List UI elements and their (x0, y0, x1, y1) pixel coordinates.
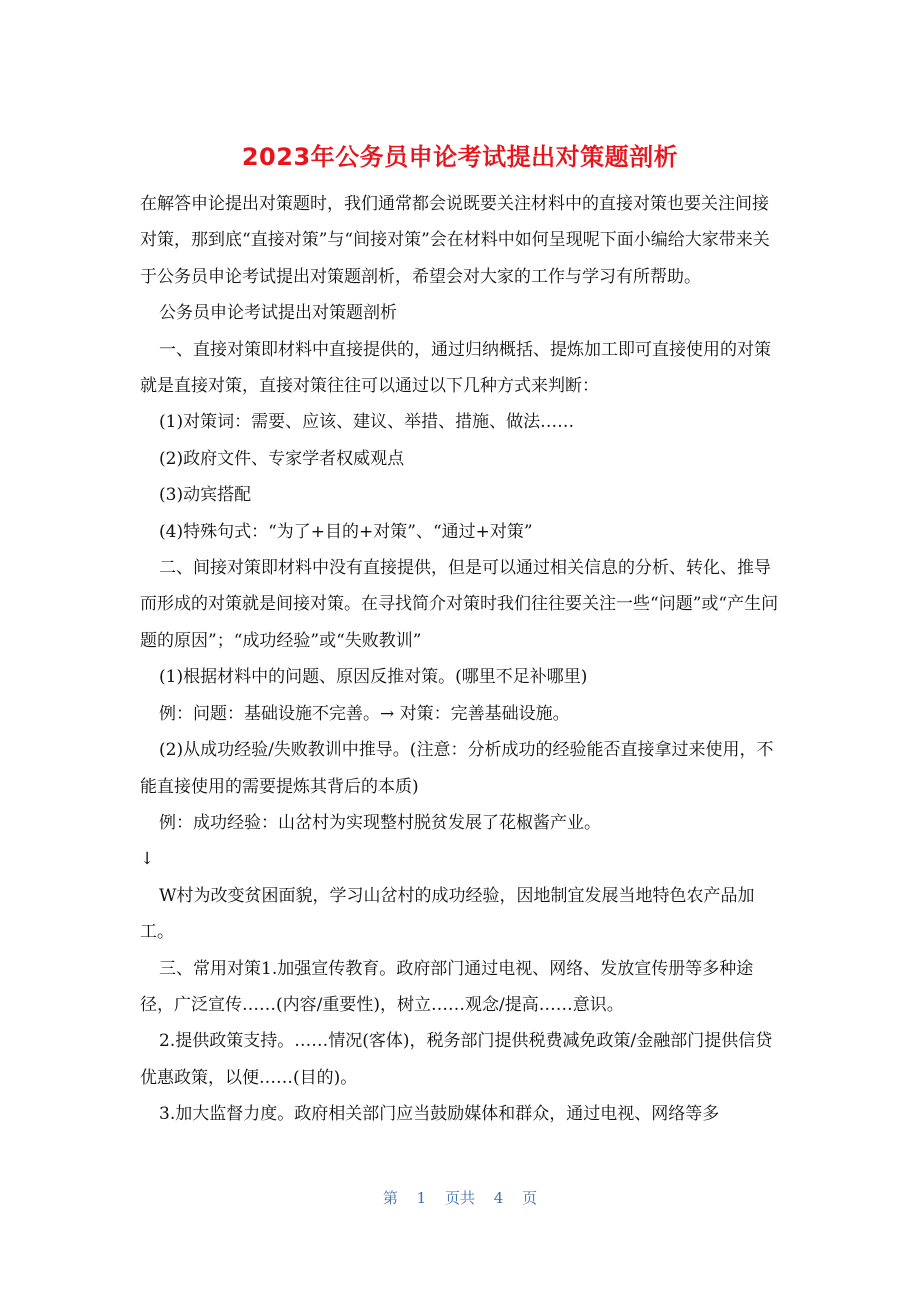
example-problem: 例：问题：基础设施不完善。→ 对策：完善基础设施。 (159, 703, 570, 724)
document-body (140, 186, 780, 1133)
footer-middle: 页共 (444, 1189, 475, 1207)
list-item-4: (4)特殊句式：“为了+目的+对策”、“通过+对策” (159, 521, 533, 542)
paragraph-common-strategy-1: 三、常用对策1.加强宣传教育。政府部门通过电视、网络、发放宣传册等多种途径，广泛宣传……(内容/重要性)，树立……观念/提高……意识。 (140, 958, 754, 1015)
example-w-village: W村为改变贫困面貌，学习山岔村的成功经验，因地制宜发展当地特色农产品加工。 (140, 885, 755, 943)
intro-paragraph: 在解答申论提出对策题时，我们通常都会说既要关注材料中的直接对策也要关注间接对策，那到底“直接对策”与“间接对策”会在材料中如何呈现呢下面小编给大家带来关于公务员申论考试提出对策题剖析，希望会对大家的工作与学习有所帮助。 (140, 194, 770, 287)
paragraph-common-strategy-3: 3.加大监督力度。政府相关部门应当鼓励媒体和群众，通过电视、网络等多 (159, 1104, 720, 1125)
example-success: 例：成功经验：山岔村为实现整村脱贫发展了花椒酱产业。 (159, 812, 601, 833)
list-item-indirect-2: (2)从成功经验/失败教训中推导。(注意：分析成功的经验能否直接拿过来使用，不能直接使用的需要提炼其背后的本质) (140, 740, 774, 797)
list-item-2: (2)政府文件、专家学者权威观点 (159, 448, 405, 469)
down-arrow-icon: ↓ (140, 849, 155, 870)
paragraph-direct-strategy: 一、直接对策即材料中直接提供的，通过归纳概括、提炼加工即可直接使用的对策就是直接对策，直接对策往往可以通过以下几种方式来判断： (140, 339, 771, 397)
list-item-1: (1)对策词：需要、应该、建议、举措、措施、做法…… (159, 412, 575, 433)
footer-prefix: 第 (382, 1189, 398, 1207)
section-heading: 公务员申论考试提出对策题剖析 (159, 303, 397, 324)
footer-suffix: 页 (522, 1189, 538, 1207)
list-item-3: (3)动宾搭配 (159, 485, 252, 506)
paragraph-indirect-strategy: 二、间接对策即材料中没有直接提供，但是可以通过相关信息的分析、转化、推导而形成的对策就是间接对策。在寻找简介对策时我们往往要关注一些“问题”或“产生问题的原因”；“成功经验”或“失败教训” (140, 558, 779, 651)
list-item-indirect-1: (1)根据材料中的问题、原因反推对策。(哪里不足补哪里) (159, 667, 588, 688)
paragraph-common-strategy-2: 2.提供政策支持。……情况(客体)，税务部门提供税费减免政策/金融部门提供信贷优惠政策，以便……(目的)。 (140, 1031, 773, 1088)
document-title: 2023年公务员申论考试提出对策题剖析 (241, 143, 679, 171)
page-footer (0, 1186, 920, 1210)
footer-total-pages: 4 (493, 1189, 504, 1207)
footer-current-page: 1 (416, 1189, 427, 1207)
